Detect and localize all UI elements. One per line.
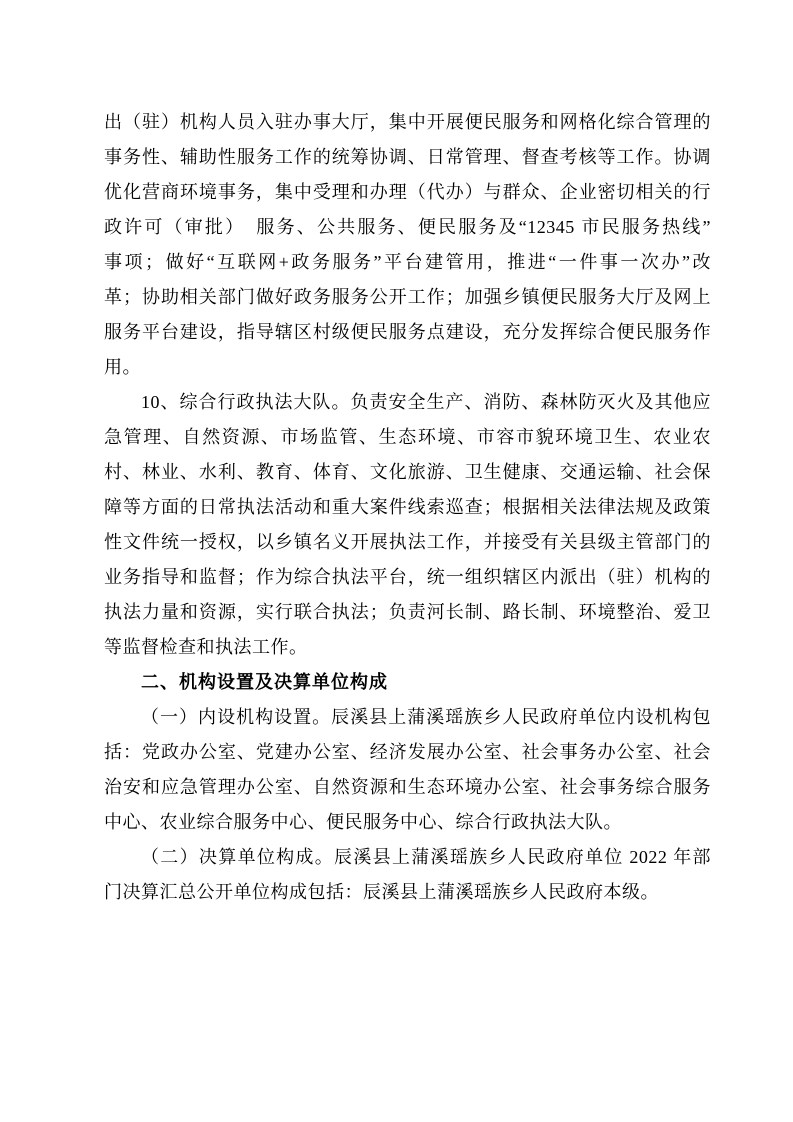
text-line: 执法力量和资源，实行联合执法；负责河长制、路长制、环境整治、爱卫 <box>104 602 711 622</box>
text-line: 性文件统一授权，以乡镇名义开展执法工作，并接受有关县级主管部门的 <box>104 532 711 552</box>
paragraph-item-10-law-enforcement-brigade <box>104 385 711 665</box>
text-line: 出（驻）机构人员入驻办事大厅，集中开展便民服务和网格化综合管理的 <box>104 112 711 132</box>
text-line: 村、林业、水利、教育、体育、文化旅游、卫生健康、交通运输、社会保 <box>104 462 711 482</box>
text-line: 门决算汇总公开单位构成包括：辰溪县上蒲溪瑶族乡人民政府本级。 <box>104 882 659 902</box>
text-line: 事项；做好“互联网+政务服务”平台建管用，推进“一件事一次办”改 <box>104 252 711 272</box>
text-line: 障等方面的日常执法活动和重大案件线索巡查；根据相关法律法规及政策 <box>104 497 711 517</box>
text-line: 10、综合行政执法大队。负责安全生产、消防、森林防灭火及其他应 <box>141 392 711 412</box>
text-line: 业务指导和监督；作为综合执法平台，统一组织辖区内派出（驻）机构的 <box>104 567 711 587</box>
text-line: 中心、农业综合服务中心、便民服务中心、综合行政执法大队。 <box>104 812 622 832</box>
section-heading: 二、机构设置及决算单位构成 <box>141 672 388 692</box>
paragraph-internal-organization-setup <box>104 700 711 840</box>
text-line: 急管理、自然资源、市场监管、生态环境、市容市貌环境卫生、农业农 <box>104 427 711 447</box>
text-line: 服务平台建设，指导辖区村级便民服务点建设，充分发挥综合便民服务作 <box>104 322 711 342</box>
text-line: （二）决算单位构成。辰溪县上蒲溪瑶族乡人民政府单位 2022 年部 <box>141 847 711 867</box>
text-line: 等监督检查和执法工作。 <box>104 637 308 657</box>
paragraph-convenience-service-continuation <box>104 105 711 385</box>
text-line: 用。 <box>104 357 141 377</box>
text-line: （一）内设机构设置。辰溪县上蒲溪瑶族乡人民政府单位内设机构包 <box>141 707 711 727</box>
paragraph-final-accounts-unit-composition <box>104 840 711 910</box>
text-line: 政许可（审批） 服务、公共服务、便民服务及“12345 市民服务热线” <box>104 217 711 237</box>
text-line: 治安和应急管理办公室、自然资源和生态环境办公室、社会事务综合服务 <box>104 777 711 797</box>
text-line: 事务性、辅助性服务工作的统筹协调、日常管理、督查考核等工作。协调 <box>104 147 711 167</box>
text-line: 革；协助相关部门做好政务服务公开工作；加强乡镇便民服务大厅及网上 <box>104 287 711 307</box>
document-body <box>104 105 711 910</box>
text-line: 优化营商环境事务，集中受理和办理（代办）与群众、企业密切相关的行 <box>104 182 711 202</box>
text-line: 括：党政办公室、党建办公室、经济发展办公室、社会事务办公室、社会 <box>104 742 711 762</box>
